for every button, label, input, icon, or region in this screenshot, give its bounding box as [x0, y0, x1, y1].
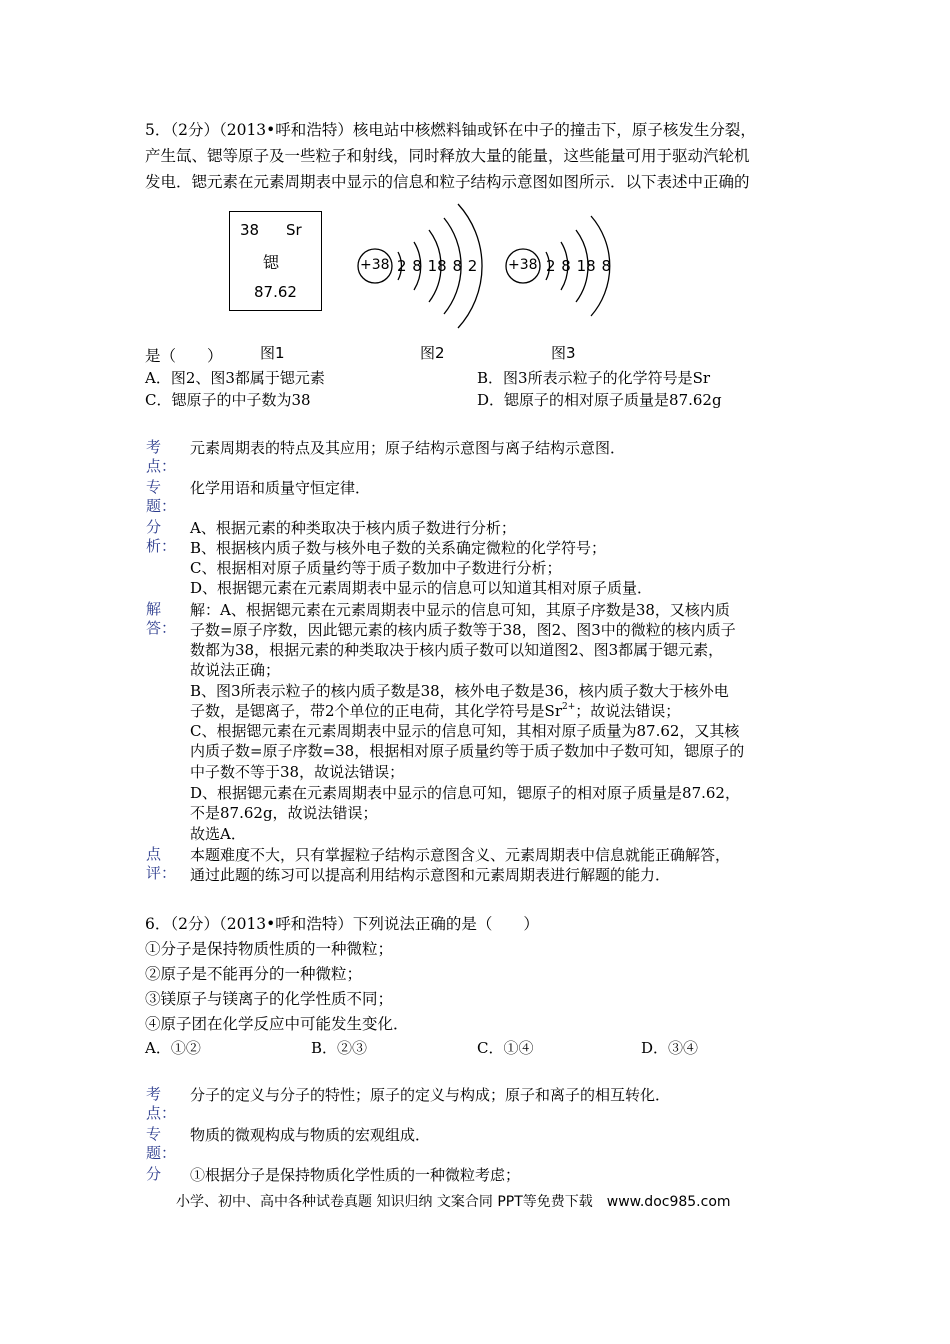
- figure-1-label: 图1: [260, 344, 285, 362]
- q5-option-b: B．图3所表示粒子的化学符号是Sr: [477, 369, 711, 387]
- q6-statement: ④原子团在化学反应中可能发生变化．: [145, 1015, 409, 1033]
- atom-shell-electrons: 2 8 18 8 2: [397, 257, 478, 275]
- q6-fenxi-label-1: 分: [146, 1165, 162, 1183]
- q5-stem-line-3: 发电．锶元素在元素周期表中显示的信息和粒子结构示意图如图所示．以下表述中正确的: [145, 173, 750, 191]
- q5-jieda-line: 中子数不等于38，故说法错误；: [190, 763, 405, 781]
- q5-fenxi-line: D、根据锶元素在元素周期表中显示的信息可以知道其相对原子质量．: [190, 579, 653, 597]
- q6-option-a: A．①②: [145, 1039, 201, 1057]
- q6-kaodian-label-2: 点：: [146, 1104, 177, 1122]
- q5-jieda-line: B、图3所表示粒子的核内质子数是38，核外电子数是36，核内质子数大于核外电: [190, 682, 729, 700]
- q5-dianping-line: 通过此题的练习可以提高利用结构示意图和元素周期表进行解题的能力．: [190, 866, 671, 884]
- q5-option-c: C．锶原子的中子数为38: [145, 391, 311, 409]
- q5-dianping-label-1: 点: [146, 845, 162, 863]
- q5-jieda-line: D、根据锶元素在元素周期表中显示的信息可知，锶原子的相对原子质量是87.62，: [190, 784, 740, 802]
- q5-zhuanti-label-1: 专: [146, 478, 162, 496]
- q6-option-c: C．①④: [477, 1039, 534, 1057]
- q5-jieda-line: 子数=原子序数，因此锶元素的核内质子数等于38，图2、图3中的微粒的核内质子: [190, 621, 736, 639]
- q5-stem-line-1: 5．（2分）（2013•呼和浩特）核电站中核燃料铀或钚在中子的撞击下，原子核发生分裂，: [145, 121, 756, 139]
- element-number: 38: [240, 221, 260, 239]
- q6-kaodian: 分子的定义与分子的特性；原子的定义与构成；原子和离子的相互转化．: [190, 1086, 671, 1104]
- q5-stem-end: 是（ ）: [145, 347, 223, 365]
- q5-dianping-label-2: 评：: [146, 864, 177, 882]
- q6-stem: 6．（2分）（2013•呼和浩特）下列说法正确的是（ ）: [145, 915, 539, 933]
- q6-option-d: D．③④: [641, 1039, 699, 1057]
- q5-jieda-line: 不是87.62g，故说法错误；: [190, 804, 378, 822]
- q5-fenxi-line: A、根据元素的种类取决于核内质子数进行分析；: [190, 519, 516, 537]
- q5-jieda-line: 故选A．: [190, 825, 246, 843]
- q5-jieda-label-1: 解: [146, 600, 162, 618]
- element-name: 锶: [263, 253, 280, 272]
- q5-jieda-line: 解：A、根据锶元素在元素周期表中显示的信息可知，其原子序数是38，又核内质: [190, 601, 730, 619]
- element-mass: 87.62: [254, 283, 297, 301]
- q6-kaodian-label-1: 考: [146, 1085, 162, 1103]
- figure-3-label: 图3: [551, 344, 576, 362]
- q5-fenxi-line: C、根据相对原子质量约等于质子数加中子数进行分析；: [190, 559, 562, 577]
- atom-nucleus-charge: +38: [360, 257, 390, 273]
- q5-kaodian: 元素周期表的特点及其应用；原子结构示意图与离子结构示意图．: [190, 439, 626, 457]
- q5-fenxi-line: B、根据核内质子数与核外电子数的关系确定微粒的化学符号；: [190, 539, 607, 557]
- q5-jieda-line: 故说法正确；: [190, 661, 281, 679]
- ion-nucleus-charge: +38: [508, 257, 538, 273]
- figure-2-label: 图2: [420, 344, 445, 362]
- q5-option-d: D．锶原子的相对原子质量是87.62g: [477, 391, 722, 409]
- q5-jieda-line: C、根据锶元素在元素周期表中显示的信息可知，其相对原子质量为87.62，又其核: [190, 722, 740, 740]
- q5-kaodian-label-2: 点：: [146, 457, 177, 475]
- q5-zhuanti: 化学用语和质量守恒定律．: [190, 479, 371, 497]
- q6-option-b: B．②③: [311, 1039, 368, 1057]
- q5-fenxi-label-2: 析：: [146, 537, 177, 555]
- q5-jieda-line: 内质子数=原子序数=38，根据相对原子质量约等于质子数加中子数可知，锶原子的: [190, 742, 745, 760]
- q5-jieda-line: 数都为38，根据元素的种类取决于核内质子数可以知道图2、图3都属于锶元素，: [190, 641, 724, 659]
- q5-kaodian-label-1: 考: [146, 438, 162, 456]
- q5-fenxi-label-1: 分: [146, 518, 162, 536]
- q5-jieda-line-chem-symbol: 子数，是锶离子，带2个单位的正电荷，其化学符号是$Sr^{2+}$；故说法错误；: [190, 702, 681, 720]
- q6-zhuanti-label-2: 题：: [146, 1144, 177, 1162]
- page-footer: 小学、初中、高中各种试卷真题 知识归纳 文案合同 PPT等免费下载 www.doc985.com: [176, 1194, 731, 1210]
- ion-shell-electrons: 2 8 18 8: [546, 257, 612, 275]
- q5-jieda-label-2: 答：: [146, 619, 177, 637]
- q6-statement: ①分子是保持物质性质的一种微粒；: [145, 940, 394, 958]
- q6-zhuanti-label-1: 专: [146, 1125, 162, 1143]
- q6-statement: ②原子是不能再分的一种微粒；: [145, 965, 363, 983]
- q5-stem-line-2: 产生氙、锶等原子及一些粒子和射线，同时释放大量的能量，这些能量可用于驱动汽轮机: [145, 147, 750, 165]
- q5-dianping-line: 本题难度不大，只有掌握粒子结构示意图含义、元素周期表中信息就能正确解答，: [190, 846, 731, 864]
- q6-fenxi-line: ①根据分子是保持物质化学性质的一种微粒考虑；: [190, 1166, 521, 1184]
- q5-zhuanti-label-2: 题：: [146, 497, 177, 515]
- element-cell-strontium: [229, 211, 322, 311]
- q6-zhuanti: 物质的微观构成与物质的宏观组成．: [190, 1126, 431, 1144]
- q5-option-a: A．图2、图3都属于锶元素: [145, 369, 325, 387]
- element-symbol: Sr: [286, 221, 302, 239]
- q6-statement: ③镁原子与镁离子的化学性质不同；: [145, 990, 394, 1008]
